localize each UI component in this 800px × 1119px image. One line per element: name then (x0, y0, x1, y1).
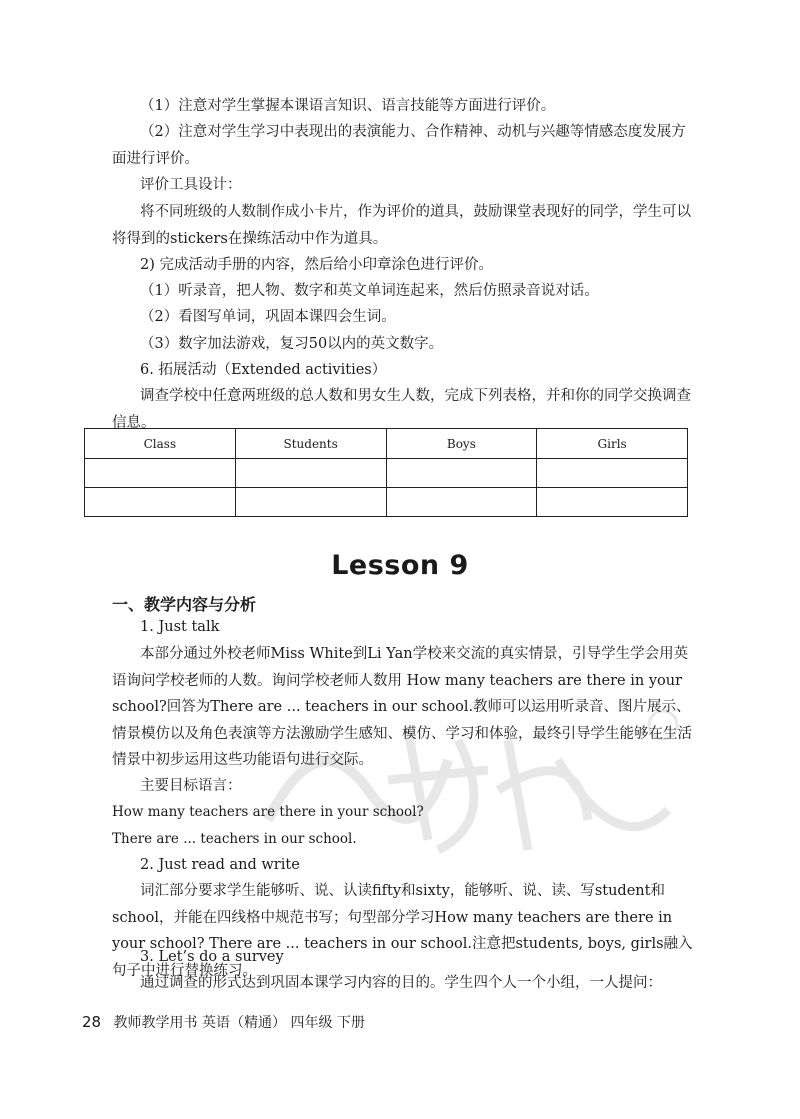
example-sentence: There are ... teachers in our school. (112, 831, 357, 847)
column-header: Students (235, 429, 386, 459)
table-cell (537, 459, 688, 488)
paragraph: （2）注意对学生学习中表现出的表演能力、合作精神、动机与兴趣等情感态度发展方面进行评价。 (112, 124, 686, 167)
paragraph: 2) 完成活动手册的内容，然后给小印章涂色进行评价。 (140, 257, 493, 273)
table-cell (85, 488, 236, 517)
subsection-heading: 1. Just talk (140, 619, 220, 635)
table-cell (235, 488, 386, 517)
subsection-heading: 2. Just read and write (140, 857, 300, 873)
table-row (85, 459, 688, 488)
lesson-title: Lesson 9 (331, 550, 469, 581)
paragraph: 将不同班级的人数制作成小卡片，作为评价的道具，鼓励课堂表现好的同学，学生可以将得到的stickers在操练活动中作为道具。 (112, 204, 691, 247)
table-header-row (85, 429, 688, 459)
paragraph: 词汇部分要求学生能够听、说、认读fifty和sixty，能够听、说、读、写student和school，并能在四线格中规范书写；句型部分学习How many teachers are there in your school? There are ... teachers in our school.注意把students, boys, girls融入句子中进行替换练习。 (112, 883, 693, 979)
table-cell (386, 459, 537, 488)
paragraph: （1）注意对学生掌握本课语言知识、语言技能等方面进行评价。 (140, 98, 556, 114)
column-header: Girls (537, 429, 688, 459)
column-header: Class (85, 429, 236, 459)
survey-table (84, 428, 688, 517)
section-heading: 一、教学内容与分析 (112, 595, 257, 614)
paragraph: 主要目标语言： (140, 778, 242, 794)
page-footer (82, 1012, 365, 1032)
column-header: Boys (386, 429, 537, 459)
table-cell (537, 488, 688, 517)
page-number: 28 (82, 1013, 102, 1031)
table-cell (85, 459, 236, 488)
paragraph: 通过调查的形式达到巩固本课学习内容的目的。学生四个人一个小组，一人提问： (140, 975, 662, 991)
table-cell (235, 459, 386, 488)
table-cell (386, 488, 537, 517)
book-title: 教师教学用书 英语（精通） 四年级 下册 (113, 1015, 365, 1031)
paragraph: 调查学校中任意两班级的总人数和男女生人数，完成下列表格，并和你的同学交换调查信息。 (112, 388, 691, 431)
paragraph: （2）看图写单词，巩固本课四会生词。 (140, 309, 396, 325)
table-row (85, 488, 688, 517)
subsection-heading: 6. 拓展活动（Extended activities） (140, 362, 387, 378)
paragraph: （3）数字加法游戏，复习50以内的英文数字。 (140, 336, 444, 352)
subsection-heading: 3. Let’s do a survey (140, 949, 284, 965)
paragraph: （1）听录音，把人物、数字和英文单词连起来，然后仿照录音说对话。 (140, 283, 599, 299)
paragraph: 本部分通过外校老师Miss White到Li Yan学校来交流的真实情景，引导学生学会用英语询问学校老师的人数。询问学校老师人数用 How many teachers are there in your school?回答为There are ... teachers in our school.教师可以运用听录音、图片展示、情景模仿以及角色表演等方法激励学生感知、模仿、学习和体验，最终引导学生能够在生活情景中初步运用这些功能语句进行交际。 (112, 646, 692, 768)
example-sentence: How many teachers are there in your school? (112, 804, 424, 820)
paragraph: 评价工具设计： (140, 177, 242, 193)
